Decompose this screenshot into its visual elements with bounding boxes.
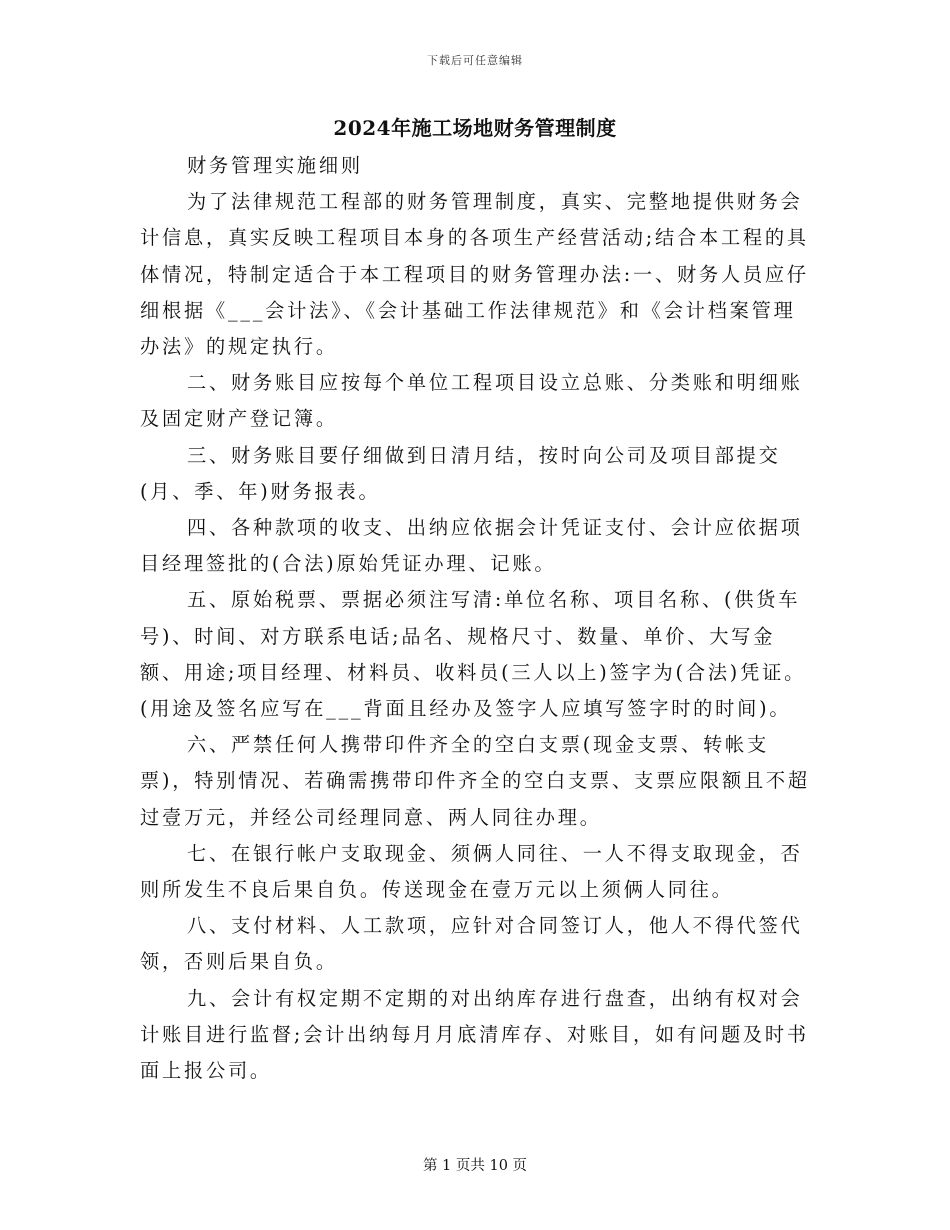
page-number-footer: 第 1 页共 10 页 <box>422 1158 528 1174</box>
paragraph-intro: 为了法律规范工程部的财务管理制度，真实、完整地提供财务会计信息，真实反映工程项目本身的各项生产经营活动;结合本工程的具体情况，特制定适合于本工程项目的财务管理办法:一、财务人员应仔细根据《___会计法》、《会计基础工作法律规范》和《会计档案管理办法》的规定执行。 <box>140 190 809 359</box>
header-note: 下载后可任意编辑 <box>427 54 523 67</box>
paragraph-item-7: 七、在银行帐户支取现金、须俩人同往、一人不得支取现金，否则所发生不良后果自负。传送现金在壹万元以上须俩人同往。 <box>140 841 803 902</box>
paragraph-item-4: 四、各种款项的收支、出纳应依据会计凭证支付、会计应依据项目经理签批的(合法)原始凭证办理、记账。 <box>140 516 803 576</box>
paragraph-item-6: 六、严禁任何人携带印件齐全的空白支票(现金支票、转帐支票)，特别情况、若确需携带印件齐全的空白支票、支票应限额且不超过壹万元，并经公司经理同意、两人同往办理。 <box>140 733 810 829</box>
paragraph-item-8: 八、支付材料、人工款项，应针对合同签订人，他人不得代签代领，否则后果自负。 <box>140 914 803 974</box>
paragraph-item-5: 五、原始税票、票据必须注写清:单位名称、项目名称、(供货车号)、时间、对方联系电话;品名、规格尺寸、数量、单价、大写金额、用途;项目经理、材料员、收料员(三人以上)签字为(合法)凭证。(用途及签名应写在___背面且经办及签字人应填写签字时的时间)。 <box>140 588 807 721</box>
paragraph-item-9: 九、会计有权定期不定期的对出纳库存进行盘查，出纳有权对会计账目进行监督;会计出纳每月月底清库存、对账目，如有问题及时书面上报公司。 <box>140 986 809 1083</box>
document-body <box>140 148 816 1089</box>
paragraph-subtitle: 财务管理实施细则 <box>187 154 363 177</box>
paragraph-item-3: 三、财务账目要仔细做到日清月结，按时向公司及项目部提交(月、季、年)财务报表。 <box>140 443 781 503</box>
document-title: 2024年施工场地财务管理制度 <box>333 116 617 140</box>
paragraph-item-2: 二、财务账目应按每个单位工程项目设立总账、分类账和明细账及固定财产登记簿。 <box>140 371 803 431</box>
